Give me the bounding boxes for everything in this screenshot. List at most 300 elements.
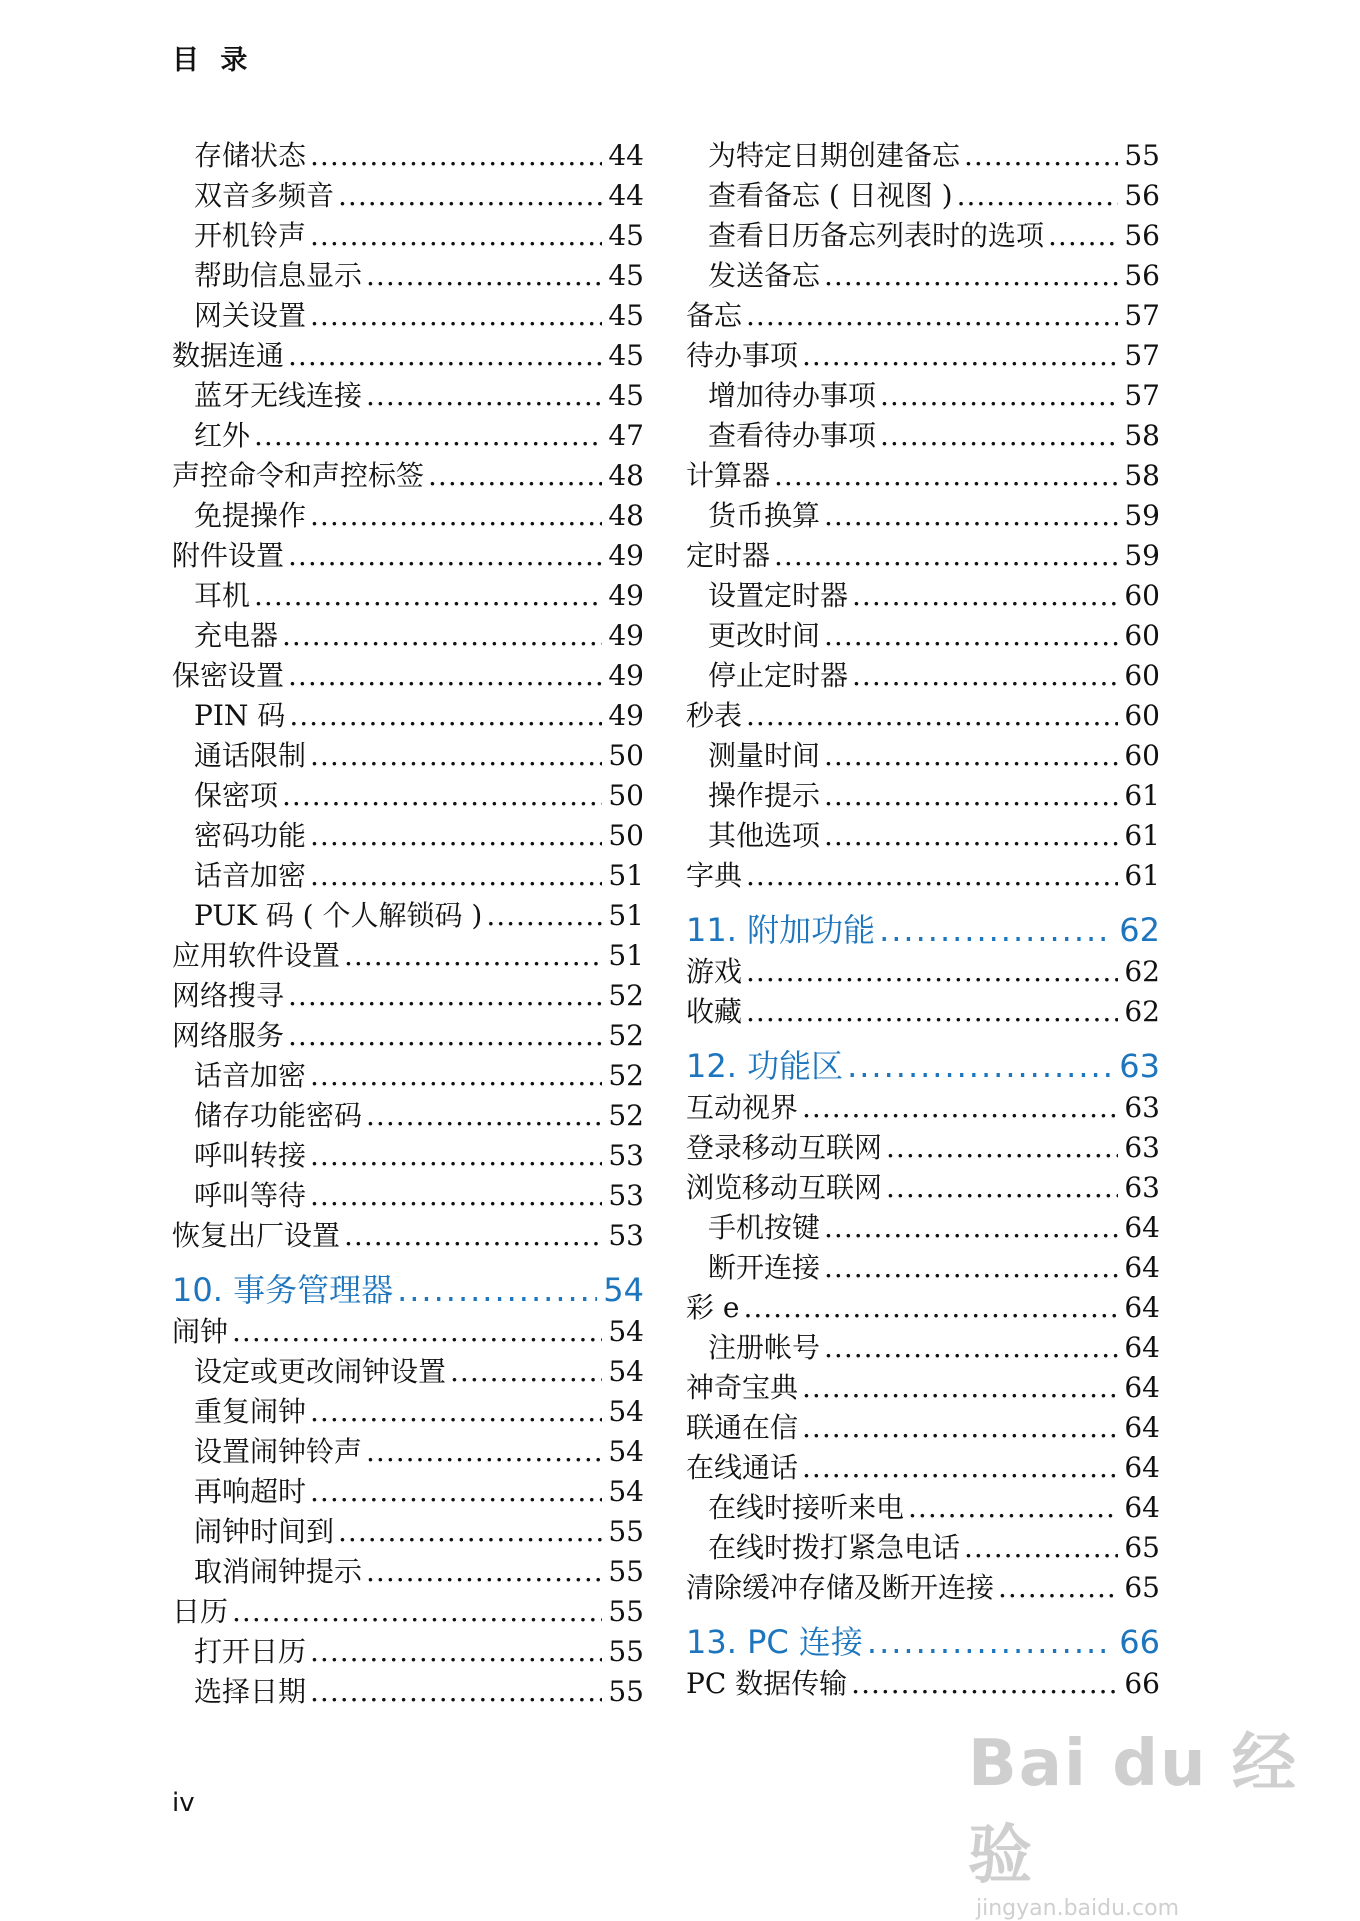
toc-entry-page: 65 bbox=[1124, 1571, 1160, 1604]
toc-leader-dots bbox=[802, 1372, 1118, 1404]
toc-entry-label: 为特定日期创建备忘 bbox=[708, 139, 961, 172]
toc-leader-dots bbox=[344, 1220, 602, 1252]
toc-leader-dots bbox=[310, 820, 602, 852]
toc-entry-page: 64 bbox=[1124, 1451, 1160, 1484]
toc-leader-dots bbox=[310, 1396, 602, 1428]
toc-entry-label: 网络搜寻 bbox=[172, 979, 285, 1012]
toc-leader-dots bbox=[428, 460, 602, 492]
toc-entry-page: 58 bbox=[1124, 419, 1160, 452]
toc-entry[interactable] bbox=[172, 1350, 644, 1390]
toc-chapter-heading[interactable] bbox=[686, 894, 1160, 950]
toc-entry-label: 停止定时器 bbox=[708, 659, 849, 692]
toc-leader-dots bbox=[746, 300, 1118, 332]
toc-leader-dots bbox=[1048, 220, 1118, 252]
watermark-url: jingyan.baidu.com bbox=[976, 1896, 1180, 1921]
toc-entry-page: 48 bbox=[608, 499, 644, 532]
toc-entry[interactable] bbox=[172, 1014, 644, 1054]
toc-chapter-heading[interactable] bbox=[686, 1606, 1160, 1662]
toc-entry-label: 11. 附加功能 bbox=[686, 911, 876, 949]
toc-leader-dots bbox=[824, 260, 1118, 292]
watermark bbox=[968, 1712, 1308, 1921]
toc-leader-dots bbox=[366, 1436, 602, 1468]
toc-entry[interactable] bbox=[686, 1486, 1160, 1526]
toc-entry-page: 58 bbox=[1124, 459, 1160, 492]
toc-right-column bbox=[686, 134, 1160, 1702]
toc-entry-page: 64 bbox=[1124, 1291, 1160, 1324]
toc-entry-page: 61 bbox=[1124, 819, 1160, 852]
toc-leader-dots bbox=[852, 660, 1118, 692]
toc-entry-page: 64 bbox=[1124, 1491, 1160, 1524]
toc-entry-page: 47 bbox=[608, 419, 644, 452]
toc-entry-label: 网络服务 bbox=[172, 1019, 285, 1052]
toc-entry[interactable] bbox=[686, 534, 1160, 574]
toc-entry[interactable] bbox=[172, 1390, 644, 1430]
toc-entry-label: 秒表 bbox=[686, 699, 743, 732]
toc-entry[interactable] bbox=[172, 734, 644, 774]
toc-entry-page: 45 bbox=[608, 299, 644, 332]
toc-entry[interactable] bbox=[686, 654, 1160, 694]
toc-leader-dots bbox=[824, 500, 1118, 532]
toc-leader-dots bbox=[366, 1100, 602, 1132]
toc-leader-dots bbox=[802, 1412, 1118, 1444]
toc-leader-dots bbox=[310, 300, 602, 332]
toc-entry-page: 55 bbox=[608, 1595, 644, 1628]
toc-entry[interactable] bbox=[686, 694, 1160, 734]
toc-entry[interactable] bbox=[172, 1470, 644, 1510]
toc-entry-page: 55 bbox=[608, 1635, 644, 1668]
toc-entry[interactable] bbox=[172, 254, 644, 294]
toc-leader-dots bbox=[880, 380, 1118, 412]
toc-entry-page: 55 bbox=[1124, 139, 1160, 172]
toc-entry-page: 64 bbox=[1124, 1411, 1160, 1444]
toc-entry-label: 双音多频音 bbox=[194, 179, 335, 212]
toc-entry[interactable] bbox=[686, 774, 1160, 814]
toc-entry[interactable] bbox=[686, 1326, 1160, 1366]
toc-leader-dots bbox=[254, 420, 602, 452]
toc-entry-label: 在线通话 bbox=[686, 1451, 799, 1484]
toc-entry-label: 查看待办事项 bbox=[708, 419, 877, 452]
toc-leader-dots bbox=[310, 1676, 602, 1708]
toc-leader-dots bbox=[824, 780, 1118, 812]
toc-leader-dots bbox=[254, 580, 602, 612]
toc-leader-dots bbox=[998, 1572, 1118, 1604]
toc-leader-dots bbox=[824, 620, 1118, 652]
toc-leader-dots bbox=[310, 860, 602, 892]
toc-entry[interactable] bbox=[686, 734, 1160, 774]
toc-entry-page: 55 bbox=[608, 1555, 644, 1588]
toc-entry-label: 保密项 bbox=[194, 779, 279, 812]
toc-chapter-heading[interactable] bbox=[172, 1254, 644, 1310]
toc-entry-page: 53 bbox=[608, 1179, 644, 1212]
toc-leader-dots bbox=[824, 1252, 1118, 1284]
toc-leader-dots bbox=[908, 1492, 1118, 1524]
toc-leader-dots bbox=[802, 1092, 1118, 1124]
toc-entry[interactable] bbox=[686, 1206, 1160, 1246]
toc-entry[interactable] bbox=[172, 1550, 644, 1590]
toc-entry[interactable] bbox=[172, 934, 644, 974]
toc-entry-label: 断开连接 bbox=[708, 1251, 821, 1284]
toc-entry[interactable] bbox=[686, 294, 1160, 334]
toc-entry-label: 话音加密 bbox=[194, 1059, 307, 1092]
toc-entry-label: 充电器 bbox=[194, 619, 279, 652]
toc-entry-page: 63 bbox=[1119, 1047, 1160, 1085]
toc-entry-label: 更改时间 bbox=[708, 619, 821, 652]
toc-entry-label: 12. 功能区 bbox=[686, 1047, 844, 1085]
toc-leader-dots bbox=[310, 740, 602, 772]
toc-leader-dots bbox=[344, 940, 602, 972]
toc-entry[interactable] bbox=[686, 854, 1160, 894]
toc-entry[interactable] bbox=[686, 1286, 1160, 1326]
toc-entry[interactable] bbox=[686, 1366, 1160, 1406]
toc-entry-page: 51 bbox=[608, 939, 644, 972]
toc-entry-page: 60 bbox=[1124, 699, 1160, 732]
toc-entry-label: 待办事项 bbox=[686, 339, 799, 372]
toc-leader-dots bbox=[282, 620, 602, 652]
toc-leader-dots bbox=[886, 1132, 1118, 1164]
toc-leader-dots bbox=[366, 1556, 602, 1588]
toc-entry-label: 日历 bbox=[172, 1595, 229, 1628]
toc-entry-page: 50 bbox=[608, 739, 644, 772]
toc-entry[interactable] bbox=[686, 454, 1160, 494]
toc-entry-label: 其他选项 bbox=[708, 819, 821, 852]
toc-entry[interactable] bbox=[686, 1246, 1160, 1286]
toc-entry-page: 53 bbox=[608, 1139, 644, 1172]
toc-entry-label: 再响超时 bbox=[194, 1475, 307, 1508]
toc-entry-page: 61 bbox=[1124, 779, 1160, 812]
toc-entry[interactable] bbox=[686, 174, 1160, 214]
toc-entry[interactable] bbox=[172, 1310, 644, 1350]
toc-leader-dots bbox=[824, 1332, 1118, 1364]
toc-entry-page: 54 bbox=[608, 1355, 644, 1388]
toc-entry-label: 取消闹钟提示 bbox=[194, 1555, 363, 1588]
toc-entry-page: 66 bbox=[1124, 1667, 1160, 1700]
toc-entry[interactable] bbox=[172, 654, 644, 694]
toc-leader-dots bbox=[880, 420, 1118, 452]
toc-leader-dots bbox=[310, 500, 602, 532]
toc-leader-dots bbox=[879, 914, 1113, 946]
toc-entry-label: 恢复出厂设置 bbox=[172, 1219, 341, 1252]
toc-entry[interactable] bbox=[686, 1166, 1160, 1206]
toc-leader-dots bbox=[310, 1140, 602, 1172]
toc-entry[interactable] bbox=[686, 614, 1160, 654]
toc-entry[interactable] bbox=[686, 1086, 1160, 1126]
toc-entry-page: 45 bbox=[608, 219, 644, 252]
toc-entry-label: 13. PC 连接 bbox=[686, 1623, 863, 1661]
toc-entry[interactable] bbox=[686, 374, 1160, 414]
toc-leader-dots bbox=[486, 900, 602, 932]
toc-leader-dots bbox=[867, 1626, 1113, 1658]
toc-entry[interactable] bbox=[172, 374, 644, 414]
toc-entry-page: 56 bbox=[1124, 179, 1160, 212]
toc-entry-page: 60 bbox=[1124, 619, 1160, 652]
toc-leader-dots bbox=[802, 1452, 1118, 1484]
toc-entry-page: 64 bbox=[1124, 1211, 1160, 1244]
toc-leader-dots bbox=[824, 820, 1118, 852]
toc-entry-label: 存储状态 bbox=[194, 139, 307, 172]
toc-entry[interactable] bbox=[172, 1510, 644, 1550]
toc-entry-page: 63 bbox=[1124, 1171, 1160, 1204]
toc-entry[interactable] bbox=[686, 214, 1160, 254]
toc-leader-dots bbox=[886, 1172, 1118, 1204]
toc-entry-label: 重复闹钟 bbox=[194, 1395, 307, 1428]
toc-entry[interactable] bbox=[686, 814, 1160, 854]
toc-entry-page: 53 bbox=[608, 1219, 644, 1252]
toc-entry-page: 45 bbox=[608, 259, 644, 292]
toc-entry[interactable] bbox=[686, 1406, 1160, 1446]
toc-leader-dots bbox=[310, 220, 602, 252]
toc-entry[interactable] bbox=[686, 1126, 1160, 1166]
toc-entry-page: 62 bbox=[1124, 955, 1160, 988]
toc-leader-dots bbox=[746, 956, 1118, 988]
toc-entry-label: 神奇宝典 bbox=[686, 1371, 799, 1404]
toc-entry-label: 设置闹钟铃声 bbox=[194, 1435, 363, 1468]
toc-entry[interactable] bbox=[172, 814, 644, 854]
toc-entry[interactable] bbox=[172, 534, 644, 574]
toc-entry-page: 65 bbox=[1124, 1531, 1160, 1564]
toc-leader-dots bbox=[851, 1668, 1118, 1700]
toc-leader-dots bbox=[964, 140, 1118, 172]
toc-entry-page: 49 bbox=[608, 619, 644, 652]
toc-entry[interactable] bbox=[172, 494, 644, 534]
toc-entry-label: 打开日历 bbox=[194, 1635, 307, 1668]
toc-entry-page: 44 bbox=[608, 179, 644, 212]
toc-leader-dots bbox=[824, 1212, 1118, 1244]
toc-entry[interactable] bbox=[172, 974, 644, 1014]
toc-leader-dots bbox=[774, 540, 1118, 572]
toc-entry[interactable] bbox=[686, 334, 1160, 374]
toc-leader-dots bbox=[852, 580, 1118, 612]
toc-entry-label: 操作提示 bbox=[708, 779, 821, 812]
toc-entry-page: 49 bbox=[608, 579, 644, 612]
toc-leader-dots bbox=[310, 1636, 602, 1668]
toc-entry[interactable] bbox=[686, 494, 1160, 534]
toc-entry-label: 网关设置 bbox=[194, 299, 307, 332]
toc-leader-dots bbox=[366, 380, 602, 412]
toc-leader-dots bbox=[310, 1060, 602, 1092]
toc-entry-label: 设置定时器 bbox=[708, 579, 849, 612]
toc-entry-label: 在线时拨打紧急电话 bbox=[708, 1531, 961, 1564]
toc-entry[interactable] bbox=[686, 254, 1160, 294]
toc-entry[interactable] bbox=[172, 774, 644, 814]
toc-leader-dots bbox=[338, 180, 602, 212]
toc-entry[interactable] bbox=[172, 334, 644, 374]
toc-entry-page: 66 bbox=[1119, 1623, 1160, 1661]
toc-leader-dots bbox=[450, 1356, 602, 1388]
toc-leader-dots bbox=[288, 1020, 602, 1052]
toc-entry[interactable] bbox=[686, 1446, 1160, 1486]
toc-entry[interactable] bbox=[172, 614, 644, 654]
toc-leader-dots bbox=[310, 1180, 602, 1212]
toc-entry-page: 52 bbox=[608, 979, 644, 1012]
toc-entry[interactable] bbox=[172, 1174, 644, 1214]
toc-leader-dots bbox=[232, 1316, 602, 1348]
toc-entry-page: 56 bbox=[1124, 219, 1160, 252]
toc-entry-label: 彩 e bbox=[686, 1291, 740, 1324]
toc-entry-page: 59 bbox=[1124, 499, 1160, 532]
toc-entry-label: 密码功能 bbox=[194, 819, 307, 852]
toc-entry-page: 50 bbox=[608, 819, 644, 852]
toc-entry[interactable] bbox=[686, 950, 1160, 990]
toc-entry[interactable] bbox=[172, 894, 644, 934]
toc-leader-dots bbox=[288, 340, 602, 372]
toc-entry[interactable] bbox=[172, 214, 644, 254]
toc-entry-page: 51 bbox=[608, 859, 644, 892]
toc-entry-page: 52 bbox=[608, 1099, 644, 1132]
toc-entry-page: 54 bbox=[608, 1395, 644, 1428]
toc-entry[interactable] bbox=[172, 694, 644, 734]
toc-leader-dots bbox=[824, 740, 1118, 772]
toc-leader-dots bbox=[310, 140, 602, 172]
toc-entry-page: 52 bbox=[608, 1059, 644, 1092]
toc-entry-label: 浏览移动互联网 bbox=[686, 1171, 883, 1204]
toc-entry-label: 计算器 bbox=[686, 459, 771, 492]
toc-entry-label: 互动视界 bbox=[686, 1091, 799, 1124]
toc-leader-dots bbox=[957, 180, 1119, 212]
toc-entry-page: 54 bbox=[608, 1435, 644, 1468]
toc-entry-label: 字典 bbox=[686, 859, 743, 892]
toc-entry[interactable] bbox=[686, 1662, 1160, 1702]
toc-entry[interactable] bbox=[686, 1526, 1160, 1566]
toc-entry[interactable] bbox=[172, 1054, 644, 1094]
toc-leader-dots bbox=[288, 980, 602, 1012]
toc-entry-page: 55 bbox=[608, 1675, 644, 1708]
toc-entry[interactable] bbox=[172, 1094, 644, 1134]
toc-leader-dots bbox=[288, 540, 602, 572]
toc-entry-label: 备忘 bbox=[686, 299, 743, 332]
toc-entry-page: 54 bbox=[608, 1475, 644, 1508]
toc-entry[interactable] bbox=[172, 454, 644, 494]
toc-entry-label: 联通在信 bbox=[686, 1411, 799, 1444]
toc-entry-page: 63 bbox=[1124, 1131, 1160, 1164]
toc-leader-dots bbox=[743, 1292, 1118, 1324]
toc-leader-dots bbox=[746, 996, 1118, 1028]
page-number: iv bbox=[172, 1788, 195, 1818]
toc-entry-label: 查看备忘 ( 日视图 ) bbox=[708, 179, 953, 212]
toc-entry-label: 发送备忘 bbox=[708, 259, 821, 292]
toc-entry-page: 61 bbox=[1124, 859, 1160, 892]
toc-entry-page: 48 bbox=[608, 459, 644, 492]
toc-entry-label: 在线时接听来电 bbox=[708, 1491, 905, 1524]
toc-entry[interactable] bbox=[172, 174, 644, 214]
toc-leader-dots bbox=[802, 340, 1118, 372]
toc-entry[interactable] bbox=[172, 1430, 644, 1470]
toc-entry-page: 52 bbox=[608, 1019, 644, 1052]
toc-leader-dots bbox=[847, 1050, 1113, 1082]
toc-entry-label: 免提操作 bbox=[194, 499, 307, 532]
toc-entry-page: 57 bbox=[1124, 299, 1160, 332]
toc-entry-label: 话音加密 bbox=[194, 859, 307, 892]
toc-entry-page: 57 bbox=[1124, 339, 1160, 372]
toc-entry-label: 清除缓冲存储及断开连接 bbox=[686, 1571, 995, 1604]
watermark-logo: Bai du 经验 bbox=[968, 1727, 1298, 1893]
toc-leader-dots bbox=[397, 1274, 597, 1306]
toc-entry-label: 闹钟时间到 bbox=[194, 1515, 335, 1548]
toc-entry-label: 登录移动互联网 bbox=[686, 1131, 883, 1164]
toc-entry-page: 62 bbox=[1124, 995, 1160, 1028]
toc-entry[interactable] bbox=[172, 414, 644, 454]
toc-entry-page: 55 bbox=[608, 1515, 644, 1548]
toc-entry[interactable] bbox=[686, 574, 1160, 614]
toc-leader-dots bbox=[288, 660, 602, 692]
toc-entry[interactable] bbox=[686, 414, 1160, 454]
toc-entry[interactable] bbox=[172, 134, 644, 174]
toc-entry-label: 声控命令和声控标签 bbox=[172, 459, 425, 492]
toc-entry[interactable] bbox=[172, 574, 644, 614]
toc-entry-label: PIN 码 bbox=[194, 699, 286, 732]
toc-entry-page: 60 bbox=[1124, 579, 1160, 612]
toc-entry-page: 49 bbox=[608, 699, 644, 732]
toc-leader-dots bbox=[746, 700, 1118, 732]
toc-entry[interactable] bbox=[172, 854, 644, 894]
toc-entry-label: 增加待办事项 bbox=[708, 379, 877, 412]
toc-entry-label: 游戏 bbox=[686, 955, 743, 988]
toc-entry-page: 49 bbox=[608, 539, 644, 572]
toc-entry-label: 呼叫转接 bbox=[194, 1139, 307, 1172]
toc-left-column bbox=[172, 134, 644, 1710]
toc-leader-dots bbox=[964, 1532, 1118, 1564]
toc-leader-dots bbox=[746, 860, 1118, 892]
toc-entry-page: 54 bbox=[608, 1315, 644, 1348]
toc-entry-label: 注册帐号 bbox=[708, 1331, 821, 1364]
toc-entry[interactable] bbox=[172, 1214, 644, 1254]
toc-entry-label: 手机按键 bbox=[708, 1211, 821, 1244]
toc-entry-label: 耳机 bbox=[194, 579, 251, 612]
toc-entry-page: 63 bbox=[1124, 1091, 1160, 1124]
toc-entry[interactable] bbox=[172, 1134, 644, 1174]
toc-entry-page: 64 bbox=[1124, 1331, 1160, 1364]
toc-entry-label: 查看日历备忘列表时的选项 bbox=[708, 219, 1045, 252]
toc-leader-dots bbox=[310, 1476, 602, 1508]
toc-entry-label: 呼叫等待 bbox=[194, 1179, 307, 1212]
toc-entry[interactable] bbox=[686, 134, 1160, 174]
toc-entry-label: 红外 bbox=[194, 419, 251, 452]
toc-entry[interactable] bbox=[172, 294, 644, 334]
toc-entry-page: 49 bbox=[608, 659, 644, 692]
toc-entry[interactable] bbox=[686, 990, 1160, 1030]
toc-entry[interactable] bbox=[172, 1630, 644, 1670]
toc-leader-dots bbox=[282, 780, 602, 812]
toc-entry-page: 54 bbox=[603, 1271, 644, 1309]
toc-entry-page: 59 bbox=[1124, 539, 1160, 572]
toc-entry[interactable] bbox=[172, 1590, 644, 1630]
toc-entry-page: 50 bbox=[608, 779, 644, 812]
toc-entry-page: 45 bbox=[608, 379, 644, 412]
toc-entry-page: 64 bbox=[1124, 1371, 1160, 1404]
toc-entry-label: 收藏 bbox=[686, 995, 743, 1028]
toc-entry-label: 设定或更改闹钟设置 bbox=[194, 1355, 447, 1388]
toc-entry-page: 62 bbox=[1119, 911, 1160, 949]
toc-entry-label: 应用软件设置 bbox=[172, 939, 341, 972]
toc-entry-page: 60 bbox=[1124, 739, 1160, 772]
toc-entry-page: 45 bbox=[608, 339, 644, 372]
toc-entry-label: 帮助信息显示 bbox=[194, 259, 363, 292]
toc-entry-label: 保密设置 bbox=[172, 659, 285, 692]
toc-leader-dots bbox=[366, 260, 602, 292]
toc-entry-label: 定时器 bbox=[686, 539, 771, 572]
toc-entry-label: 蓝牙无线连接 bbox=[194, 379, 363, 412]
toc-entry-page: 60 bbox=[1124, 659, 1160, 692]
toc-entry-label: PUK 码 ( 个人解锁码 ) bbox=[194, 899, 483, 932]
toc-entry[interactable] bbox=[172, 1670, 644, 1710]
toc-leader-dots bbox=[774, 460, 1118, 492]
toc-entry[interactable] bbox=[686, 1566, 1160, 1606]
toc-entry-label: 数据连通 bbox=[172, 339, 285, 372]
toc-chapter-heading[interactable] bbox=[686, 1030, 1160, 1086]
toc-entry-label: PC 数据传输 bbox=[686, 1667, 848, 1700]
toc-entry-page: 57 bbox=[1124, 379, 1160, 412]
toc-entry-label: 测量时间 bbox=[708, 739, 821, 772]
toc-leader-dots bbox=[289, 700, 602, 732]
